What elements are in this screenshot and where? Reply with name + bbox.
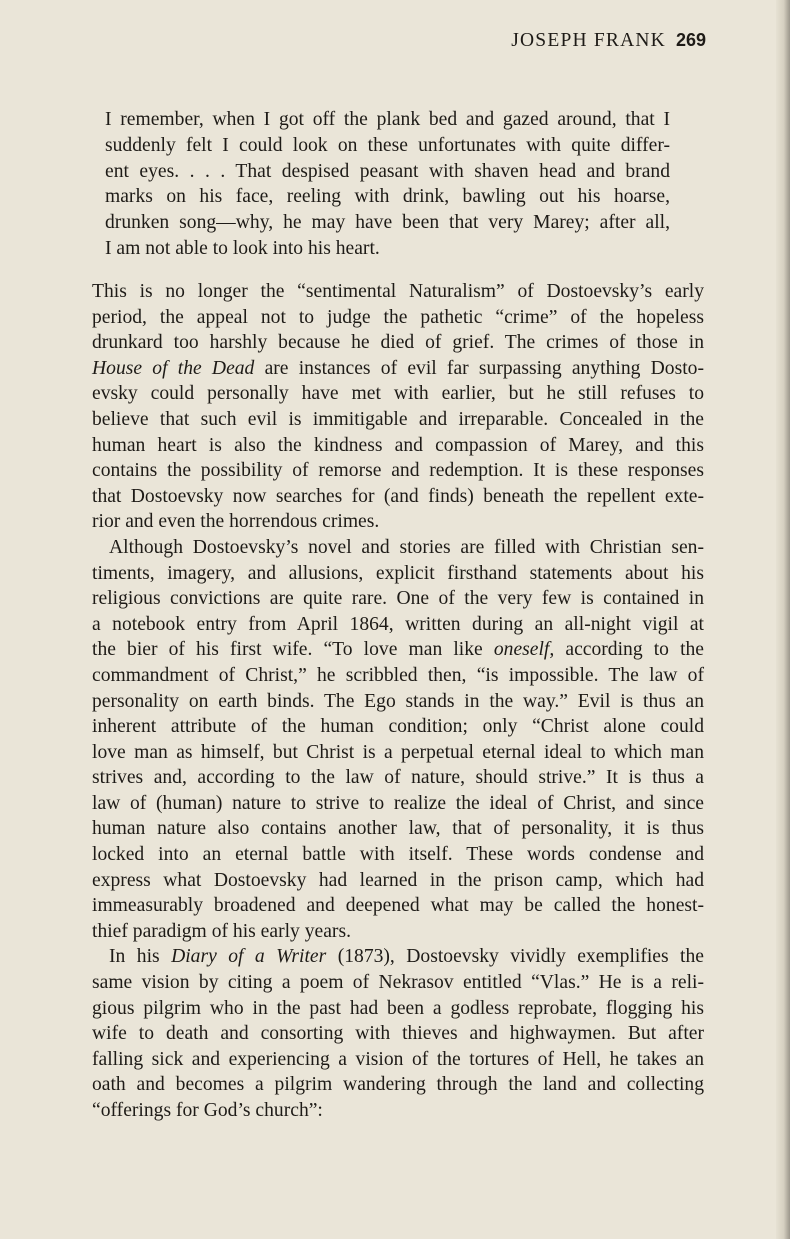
text-line: “offerings for God’s church”: [92,1100,323,1121]
text-line: wife to death and consorting with thieves and highwaymen. But after [92,1023,704,1045]
running-head-author: JOSEPH FRANK [511,30,666,51]
text-line: same vision by citing a poem of Nekrasov entitled “Vlas.” He is a reli- [92,972,704,994]
quote-line: I remember, when I got off the plank bed and gazed around, that I [105,109,670,130]
text-line: thief paradigm of his early years. [92,920,351,942]
text-line: immeasurably broadened and deepened what may be called the honest- [92,895,704,917]
text-line: This is no longer the “sentimental Naturalism” of Dostoevsky’s early [92,281,704,302]
text-line: falling sick and experiencing a vision of the tortures of Hell, he takes an [92,1048,704,1070]
text-line [92,637,704,663]
quote-line: ent eyes. . . . That despised peasant with shaven head and brand [105,160,670,182]
text-fragment: the bier of his first wife. “To love man like [92,639,494,661]
book-title-house-of-the-dead: House of the Dead [92,357,255,379]
text-line: religious convictions are quite rare. One of the very few is contained in [92,588,704,610]
text-fragment: (1873), Dostoevsky vividly exemplifies the [326,946,704,968]
text-line: rior and even the horrendous crimes. [92,511,380,533]
text-line: a notebook entry from April 1864, written during an all-night vigil at [92,613,704,635]
paragraph-3 [92,944,704,1123]
text-line: that Dostoevsky now searches for (and finds) beneath the repellent exte- [92,485,704,507]
quote-line: drunken song—why, he may have been that very Marey; after all, [105,212,670,234]
text-fragment: according to the [554,639,705,661]
text-line: evsky could personally have met with earlier, but he still refuses to [92,383,704,405]
text-line: law of (human) nature to strive to realize the ideal of Christ, and since [92,792,704,814]
text-line: contains the possibility of remorse and redemption. It is these responses [92,460,704,482]
text-line: inherent attribute of the human condition; only “Christ alone could [92,716,704,738]
running-head [511,30,706,52]
text-fragment: are instances of evil far surpassing anything Dosto- [254,357,704,379]
quote-line: I am not able to look into his heart. [105,237,380,259]
page-edge [776,0,790,1239]
text-line: believe that such evil is immitigable and irreparable. Concealed in the [92,408,704,430]
text-line: drunkard too harshly because he died of grief. The crimes of those in [92,332,704,354]
text-line: commandment of Christ,” he scribbled then, “is impossible. The law of [92,664,704,686]
text-line [92,944,704,970]
text-line: Although Dostoevsky’s novel and stories are filled with Christian sen- [109,536,704,558]
text-line: human heart is also the kindness and compassion of Marey, and this [92,434,704,456]
text-fragment: In his [109,946,172,968]
emphasis-oneself: oneself, [493,639,555,661]
paragraph-2 [92,535,704,945]
text-line: strives and, according to the law of nature, should strive.” It is thus a [92,767,704,789]
quote-line: marks on his face, reeling with drink, bawling out his hoarse, [105,186,670,208]
text-line: locked into an eternal battle with itself. These words condense and [92,844,704,866]
text-line: personality on earth binds. The Ego stands in the way.” Evil is thus an [92,690,704,712]
paragraph-1 [92,279,704,535]
text-line: express what Dostoevsky had learned in the prison camp, which had [92,869,704,891]
text-line [92,356,704,382]
block-quote [105,107,670,262]
quote-line: suddenly felt I could look on these unfortunates with quite differ- [105,134,670,156]
body-text [92,279,704,1124]
text-line: timents, imagery, and allusions, explicit firsthand statements about his [92,562,704,584]
text-line: period, the appeal not to judge the pathetic “crime” of the hopeless [92,306,704,328]
text-line: gious pilgrim who in the past had been a godless reprobate, flogging his [92,997,704,1019]
text-line: human nature also contains another law, that of personality, it is thus [92,818,704,840]
text-line: oath and becomes a pilgrim wandering through the land and collecting [92,1074,704,1096]
page-number: 269 [675,30,706,50]
book-title-diary-of-a-writer: Diary of a Writer [171,946,327,968]
text-line: love man as himself, but Christ is a perpetual eternal ideal to which man [92,741,704,763]
